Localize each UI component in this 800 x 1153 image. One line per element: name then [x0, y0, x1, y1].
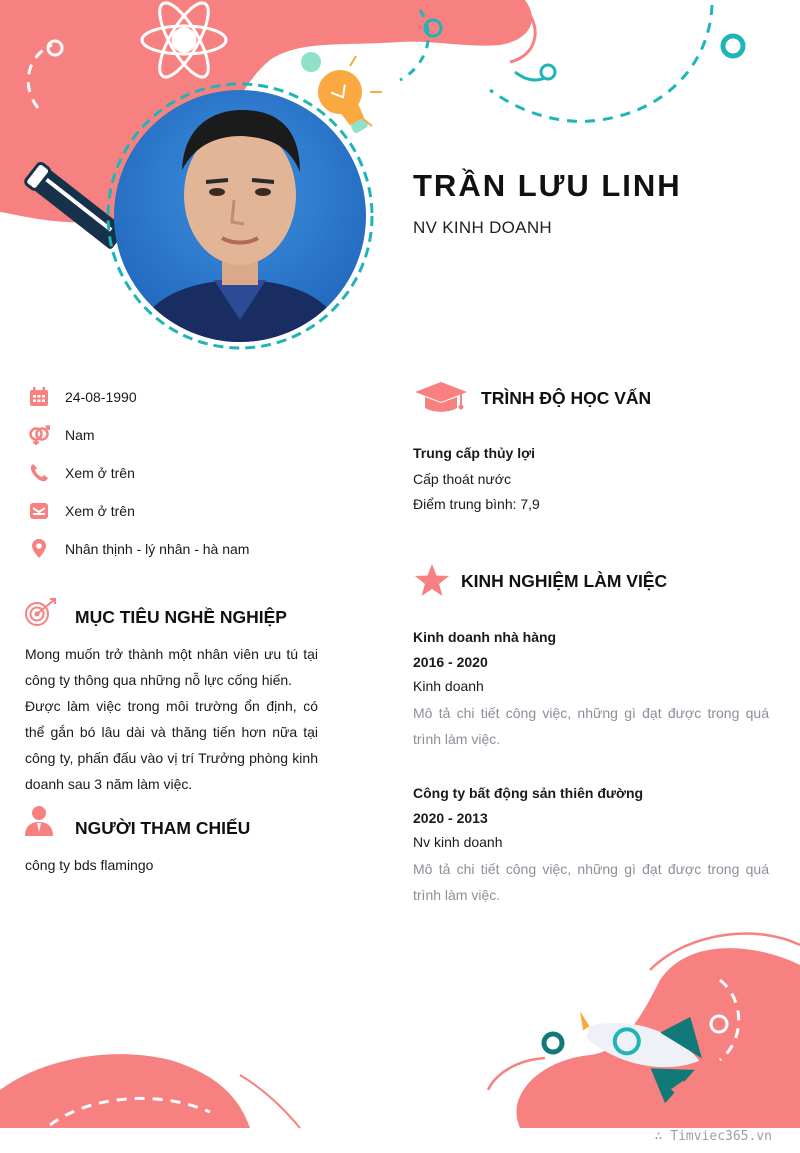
gender: Nam: [65, 427, 95, 443]
objective-line-2: Được làm việc trong môi trường ổn định, có thể gắn bó lâu dài và thăng tiến hơn nữa tại công ty, phấn đấu vào vị trí Trưởng phòng kinh doanh sau 3 năm làm việc.: [25, 698, 318, 792]
objective-heading: MỤC TIÊU NGHỀ NGHIỆP: [75, 607, 287, 627]
job-description: Mô tả chi tiết công việc, những gì đạt được trong quá trình làm việc.: [413, 860, 769, 903]
avatar: [114, 90, 366, 342]
gender-icon: [28, 424, 50, 446]
star-icon: [414, 563, 450, 597]
school-name: Trung cấp thủy lợi: [413, 445, 535, 461]
job-role: Kinh doanh: [413, 678, 484, 694]
job-title: NV KINH DOANH: [413, 218, 552, 237]
education-heading: TRÌNH ĐỘ HỌC VẤN: [481, 388, 652, 408]
job-role: Nv kinh doanh: [413, 834, 503, 850]
phone[interactable]: Xem ở trên: [65, 465, 135, 481]
candidate-name: TRẦN LƯU LINH: [413, 168, 682, 203]
major: Cấp thoát nước: [413, 470, 511, 487]
target-icon: [24, 597, 58, 629]
address-row: [28, 536, 328, 574]
objective-text: [25, 641, 318, 797]
reference-text: công ty bds flamingo: [25, 857, 154, 873]
reference-heading: NGƯỜI THAM CHIẾU: [75, 818, 251, 838]
person-icon: [24, 805, 54, 837]
birthdate: 24-08-1990: [65, 389, 137, 405]
contact-info: [28, 384, 328, 574]
job-company: Công ty bất động sản thiên đường: [413, 785, 644, 801]
education-block: [413, 441, 773, 518]
job-company: Kinh doanh nhà hàng: [413, 629, 557, 645]
email-row: [28, 498, 328, 536]
gender-row: [28, 422, 328, 460]
watermark: ∴ Timviec365.vn: [654, 1129, 772, 1144]
email-icon: [28, 500, 50, 522]
phone-row: [28, 460, 328, 498]
birthdate-row: [28, 384, 328, 422]
experience-heading: KINH NGHIỆM LÀM VIỆC: [461, 571, 668, 591]
job-period: 2016 - 2020: [413, 653, 488, 670]
gpa: Điểm trung bình: 7,9: [413, 496, 540, 512]
job-description: Mô tả chi tiết công việc, những gì đạt được trong quá trình làm việc.: [413, 704, 769, 747]
job-entry-2: [413, 781, 769, 908]
location-pin-icon: [28, 538, 50, 560]
graduation-cap-icon: [413, 380, 469, 414]
objective-line-1: Mong muốn trở thành một nhân viên ưu tú tại công ty thông qua những nỗ lực cống hiến.: [25, 646, 318, 688]
address: Nhân thịnh - lý nhân - hà nam: [65, 541, 250, 557]
job-period: 2020 - 2013: [413, 809, 488, 826]
phone-icon: [28, 462, 50, 484]
email[interactable]: Xem ở trên: [65, 503, 135, 519]
calendar-icon: [28, 386, 50, 408]
job-entry-1: [413, 625, 769, 752]
